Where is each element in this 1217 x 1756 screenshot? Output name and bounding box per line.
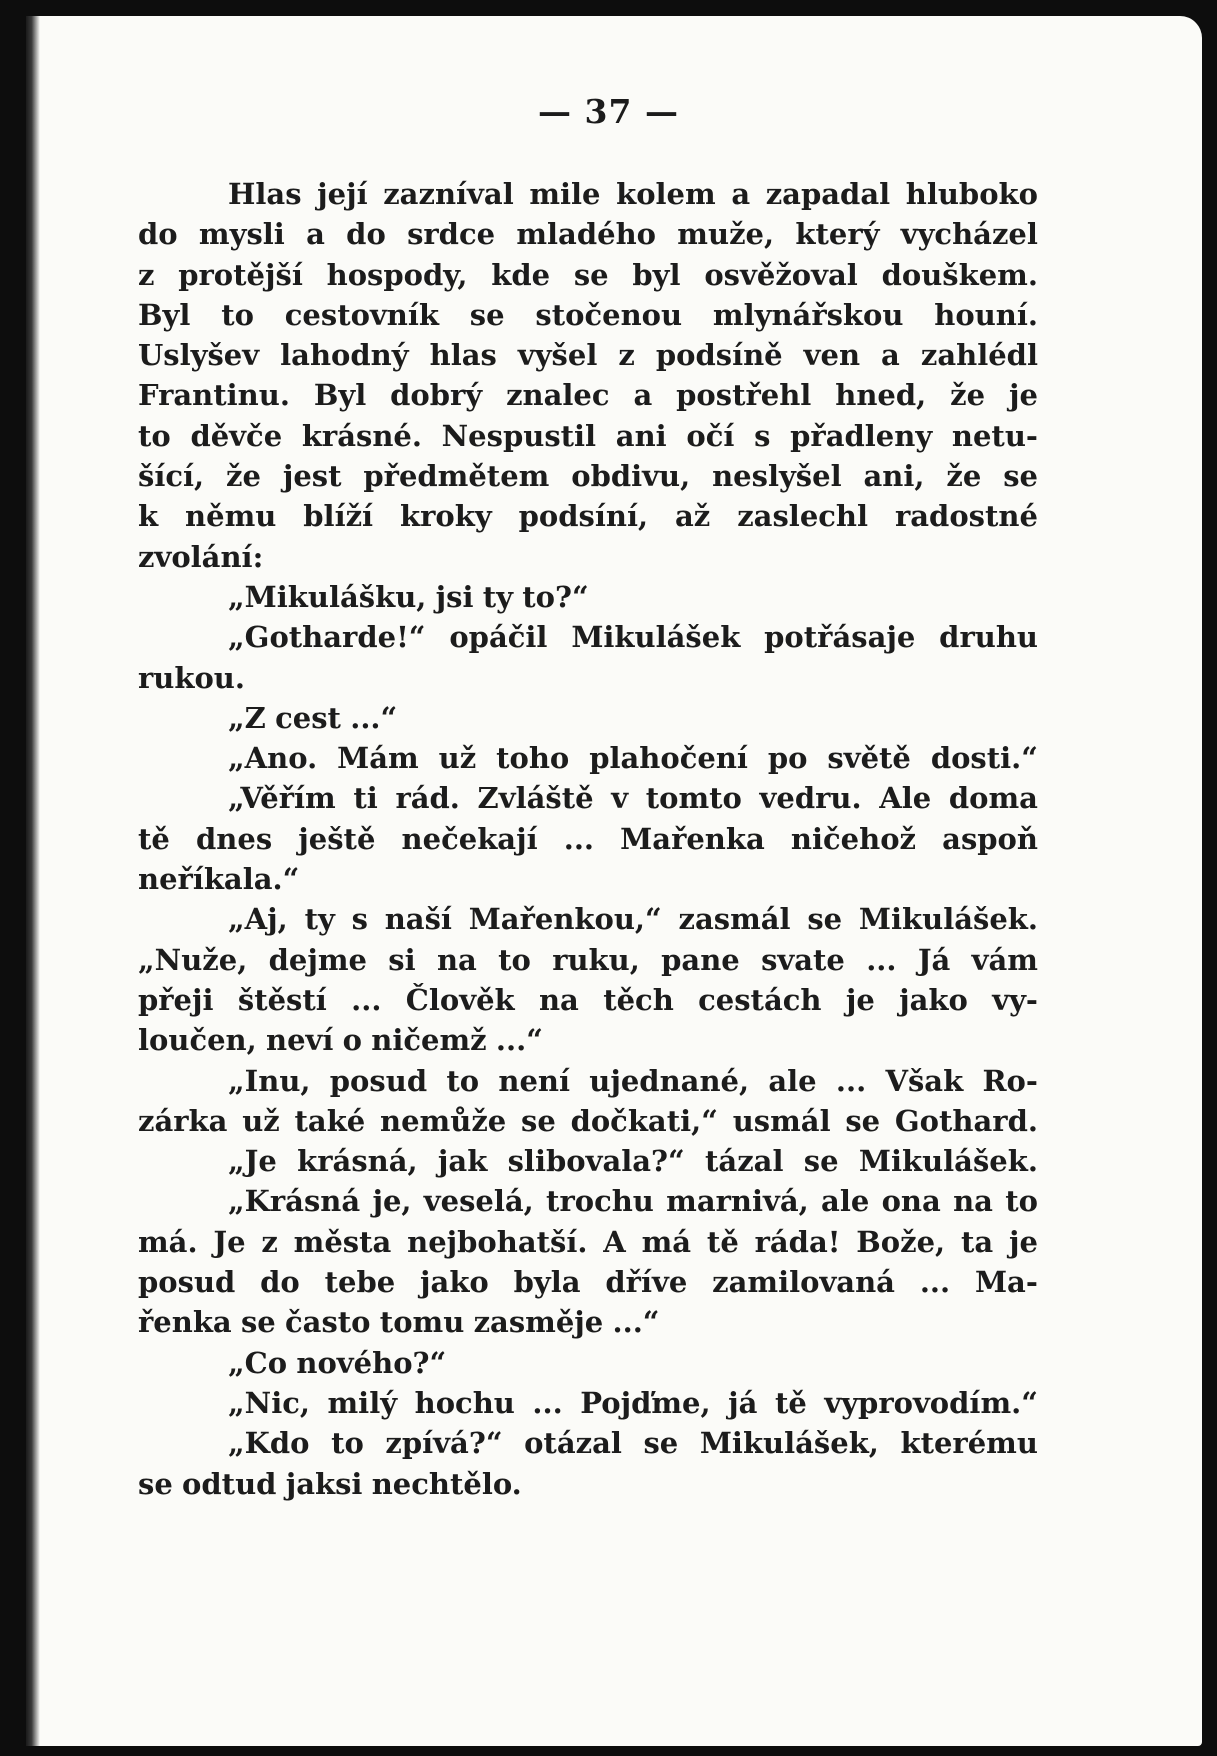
word: Byl (313, 378, 367, 413)
text-line (138, 940, 1038, 980)
word: kterému (900, 1426, 1038, 1461)
word: přadleny (790, 418, 933, 453)
word: už (438, 741, 477, 776)
word: neříkala.“ (138, 862, 300, 897)
word: cestovník (284, 297, 439, 332)
word: to?“ (522, 579, 589, 614)
word: „Co (228, 1345, 288, 1380)
word: radostné (894, 499, 1038, 534)
word: Mařenkou,“ (468, 902, 662, 937)
word: jsi (435, 579, 474, 614)
word: hospody, (326, 257, 468, 292)
word: se (469, 297, 505, 332)
word: ...“ (495, 1023, 543, 1058)
binding-edge (26, 16, 40, 1746)
text-line (138, 174, 1038, 214)
text-line (138, 819, 1038, 859)
text-line (138, 899, 1038, 939)
word: druhu (939, 620, 1038, 655)
word: z (618, 338, 635, 373)
word: „Kdo (228, 1426, 310, 1461)
word: ...“ (350, 700, 398, 735)
word: slibovala?“ (507, 1144, 685, 1179)
word: mlynářskou (712, 297, 904, 332)
word: zamilovaná (712, 1265, 895, 1300)
word: zárka (138, 1103, 228, 1138)
word: vám (971, 942, 1038, 977)
word: šící, (138, 459, 205, 494)
word: také (294, 1103, 366, 1138)
word: štěstí (237, 982, 327, 1017)
word: douškem. (881, 257, 1038, 292)
word: vyprovodím.“ (824, 1385, 1038, 1420)
word: to (331, 1426, 364, 1461)
word: zahlédl (920, 338, 1038, 373)
word: muže, (677, 217, 775, 252)
word: světě (827, 741, 911, 776)
word: protější (178, 257, 303, 292)
text-line (138, 456, 1038, 496)
word: ujednané, (589, 1063, 750, 1098)
word: do (346, 217, 386, 252)
word: Uslyšev (138, 338, 260, 373)
word: ...“ (612, 1305, 660, 1340)
word: „Z (228, 700, 266, 735)
word: často (285, 1305, 371, 1340)
word: vedru. (759, 781, 862, 816)
word: opáčil (449, 620, 548, 655)
word: děvče (190, 418, 283, 453)
word: ta (960, 1224, 994, 1259)
word: dosti.“ (930, 741, 1038, 776)
word: není (498, 1063, 571, 1098)
text-line (138, 375, 1038, 415)
word: dejme (268, 942, 367, 977)
word: mysli (198, 217, 285, 252)
text-line (138, 1222, 1038, 1262)
word: po (767, 741, 808, 776)
word: milý (327, 1385, 398, 1420)
text-line (138, 980, 1038, 1020)
word: se (138, 1466, 173, 1501)
word: Frantinu. (138, 378, 290, 413)
word: A (603, 1224, 626, 1259)
word: zvolání: (138, 539, 264, 574)
word: má (641, 1224, 692, 1259)
word: hlas (429, 338, 497, 373)
word: Však (885, 1063, 964, 1098)
word: němu (185, 499, 277, 534)
word: se (807, 902, 843, 937)
word: Mikulášek. (858, 902, 1038, 937)
word: do (260, 1265, 300, 1300)
word: marnivá, (666, 1184, 809, 1219)
word: „Nuže, (138, 942, 248, 977)
word: řenka (138, 1305, 232, 1340)
word: plahočení (589, 741, 748, 776)
word: ti (353, 781, 378, 816)
word: srdce (407, 217, 496, 252)
word: to (138, 418, 171, 453)
word: ráda! (754, 1224, 841, 1259)
text-line (138, 1343, 1038, 1383)
word: „Gotharde!“ (228, 620, 426, 655)
word: tě (138, 821, 170, 856)
word: tomto (645, 781, 742, 816)
word: nejbohatší. (407, 1224, 588, 1259)
word: dobrý (390, 378, 483, 413)
word: ani (615, 418, 667, 453)
word: to (221, 297, 254, 332)
word: „Ano. (228, 741, 318, 776)
word: nechtělo. (371, 1466, 522, 1501)
word: a (731, 177, 751, 211)
text-line (138, 778, 1038, 818)
word: blíží (303, 499, 374, 534)
word: těch (603, 982, 674, 1017)
word: ale (821, 1184, 870, 1219)
word: to (498, 942, 531, 977)
word: Je (213, 1224, 246, 1259)
word: odtud (182, 1466, 277, 1501)
word: zpívá?“ (385, 1426, 503, 1461)
word: netu- (951, 418, 1038, 453)
word: ale (768, 1063, 817, 1098)
word: ... (563, 821, 595, 856)
word: o (342, 1023, 363, 1058)
word: a (633, 378, 653, 413)
word: ... (835, 1063, 867, 1098)
body-text (138, 174, 1038, 1504)
text-line (138, 1464, 1038, 1504)
word: dříve (605, 1265, 688, 1300)
word: veselá, (423, 1184, 534, 1219)
word: z (261, 1224, 278, 1259)
word: krásné. (301, 418, 422, 453)
word: otázal (524, 1426, 622, 1461)
word: trochu (546, 1184, 654, 1219)
word: má. (138, 1224, 198, 1259)
word: Ma- (974, 1265, 1038, 1300)
word: Mikulášek. (858, 1144, 1038, 1179)
word: je (1008, 1224, 1038, 1259)
word: se (521, 1103, 556, 1138)
word: hluboko (905, 177, 1038, 211)
page-number: — 37 — (538, 92, 679, 131)
word: já (728, 1385, 758, 1420)
word: hochu (414, 1385, 515, 1420)
word: ... (351, 982, 382, 1017)
word: mile (529, 177, 601, 211)
text-line (138, 698, 1038, 738)
word: lahodný (280, 338, 409, 373)
text-line (138, 577, 1038, 617)
word: neslyšel (712, 459, 842, 494)
word: je, (372, 1184, 412, 1219)
word: tázal (705, 1144, 784, 1179)
word: loučen, (138, 1023, 257, 1058)
word: ještě (298, 821, 376, 856)
text-line (138, 214, 1038, 254)
word: z (138, 257, 155, 292)
word: posud (138, 1265, 236, 1300)
word: Člověk (405, 982, 515, 1017)
text-line (138, 295, 1038, 335)
word: na (538, 982, 579, 1017)
word: Mikulášek, (699, 1426, 879, 1461)
word: aspoň (942, 821, 1038, 856)
word: vyšel (517, 338, 598, 373)
word: do (138, 217, 178, 252)
word: ona (881, 1184, 941, 1219)
word: ... (866, 942, 897, 977)
word: jak (437, 1144, 488, 1179)
word: kolem (616, 177, 716, 211)
word: doma (948, 781, 1038, 816)
word: potřásaje (764, 620, 916, 655)
word: ... (919, 1265, 951, 1300)
word: postřehl (676, 378, 812, 413)
word: zasměje (473, 1305, 604, 1340)
word: „Věřím (228, 781, 336, 816)
word: zasmál (678, 902, 791, 937)
word: rád. (395, 781, 460, 816)
word: který (795, 217, 880, 252)
word: ničemž (371, 1023, 487, 1058)
word: Ale (879, 781, 932, 816)
word: s (754, 418, 771, 453)
word: to (446, 1063, 480, 1098)
word: že (950, 378, 986, 413)
word: „Aj, (228, 902, 288, 937)
text-line (138, 1181, 1038, 1221)
text-line (138, 1020, 1038, 1060)
word: očí (686, 418, 735, 453)
word: v (611, 781, 629, 816)
word: mladého (516, 217, 657, 252)
word: její (317, 177, 368, 211)
word: je (845, 982, 875, 1017)
word: to (1005, 1184, 1038, 1219)
word: jest (282, 459, 342, 494)
word: osvěžoval (704, 257, 858, 292)
word: stočenou (535, 297, 683, 332)
text-line (138, 1101, 1038, 1141)
word: Mikulášek (571, 620, 741, 655)
word: znalec (506, 378, 610, 413)
word: se (643, 1426, 679, 1461)
word: Mařenka (620, 821, 765, 856)
word: nemůže (380, 1103, 507, 1138)
word: tě (706, 1224, 739, 1259)
word: se (1003, 459, 1038, 494)
text-line (138, 537, 1038, 577)
word: tomu (379, 1305, 465, 1340)
word: kde (491, 257, 551, 292)
word: si (388, 942, 416, 977)
word: Nespustil (441, 418, 597, 453)
word: na (436, 942, 477, 977)
word: přeji (138, 982, 214, 1017)
word: s (351, 902, 368, 937)
text-line (138, 1302, 1038, 1342)
word: ty (482, 579, 514, 614)
word: houní. (934, 297, 1038, 332)
word: města (293, 1224, 392, 1259)
word: toho (496, 741, 570, 776)
text-line (138, 617, 1038, 657)
word: ničehož (790, 821, 917, 856)
text-line (138, 416, 1038, 456)
text-line (138, 658, 1038, 698)
text-line (138, 496, 1038, 536)
word: „Nic, (228, 1385, 310, 1420)
text-line (138, 1262, 1038, 1302)
word: zazníval (383, 177, 514, 211)
text-line (138, 1383, 1038, 1423)
word: jaksi (285, 1466, 363, 1501)
word: až (675, 499, 711, 534)
word: že (946, 459, 982, 494)
word: se (240, 1305, 276, 1340)
word: tě (774, 1385, 807, 1420)
word: svate (761, 942, 845, 977)
word: se (573, 257, 609, 292)
text-line (138, 1423, 1038, 1463)
word: ani, (863, 459, 925, 494)
word: Zvláště (477, 781, 594, 816)
word: nového?“ (296, 1345, 447, 1380)
word: ty (304, 902, 335, 937)
word: k (138, 499, 159, 534)
word: a (306, 217, 325, 252)
word: už (242, 1103, 280, 1138)
word: nečekají (401, 821, 538, 856)
word: usmál (732, 1103, 831, 1138)
word: Ro- (982, 1063, 1038, 1098)
word: zapadal (765, 177, 891, 211)
word: vycházel (900, 217, 1038, 252)
word: „Krásná (228, 1184, 361, 1219)
word: se (803, 1144, 839, 1179)
text-line (138, 859, 1038, 899)
word: „Mikulášku, (228, 579, 427, 614)
word: Mám (337, 741, 419, 776)
word: byl (632, 257, 681, 292)
word: rukou. (138, 660, 245, 695)
word: kroky (400, 499, 492, 534)
word: cestách (698, 982, 822, 1017)
word: obdivu, (571, 459, 691, 494)
text-line (138, 1061, 1038, 1101)
word: vy- (992, 982, 1038, 1017)
word: Hlas (228, 177, 302, 211)
word: že (226, 459, 261, 494)
text-line (138, 335, 1038, 375)
word: posud (329, 1063, 428, 1098)
word: „Inu, (228, 1063, 311, 1098)
word: Bože, (856, 1224, 946, 1259)
word: pane (661, 942, 740, 977)
text-line (138, 1141, 1038, 1181)
word: dnes (196, 821, 273, 856)
word: dočkati,“ (570, 1103, 718, 1138)
word: hned, (835, 378, 927, 413)
word: podsíně (655, 338, 783, 373)
word: ruku, (552, 942, 640, 977)
word: neví (266, 1023, 334, 1058)
word: jako (899, 982, 968, 1017)
word: Gothard. (894, 1103, 1038, 1138)
word: ven (803, 338, 861, 373)
text-line (138, 738, 1038, 778)
word: jako (420, 1265, 489, 1300)
word: a (881, 338, 900, 373)
word: ... (532, 1385, 563, 1420)
word: cest (275, 700, 341, 735)
word: Já (917, 942, 951, 977)
word: se (845, 1103, 881, 1138)
word: Pojďme, (580, 1385, 711, 1420)
word: krásná, (297, 1144, 418, 1179)
word: podsíní, (518, 499, 649, 534)
word: je (1008, 378, 1038, 413)
text-line (138, 255, 1038, 295)
word: byla (513, 1265, 581, 1300)
word: Byl (138, 297, 191, 332)
word: „Je (228, 1144, 277, 1179)
word: na (953, 1184, 993, 1219)
word: naší (384, 902, 452, 937)
word: předmětem (363, 459, 550, 494)
word: zaslechl (737, 499, 869, 534)
word: tebe (324, 1265, 396, 1300)
